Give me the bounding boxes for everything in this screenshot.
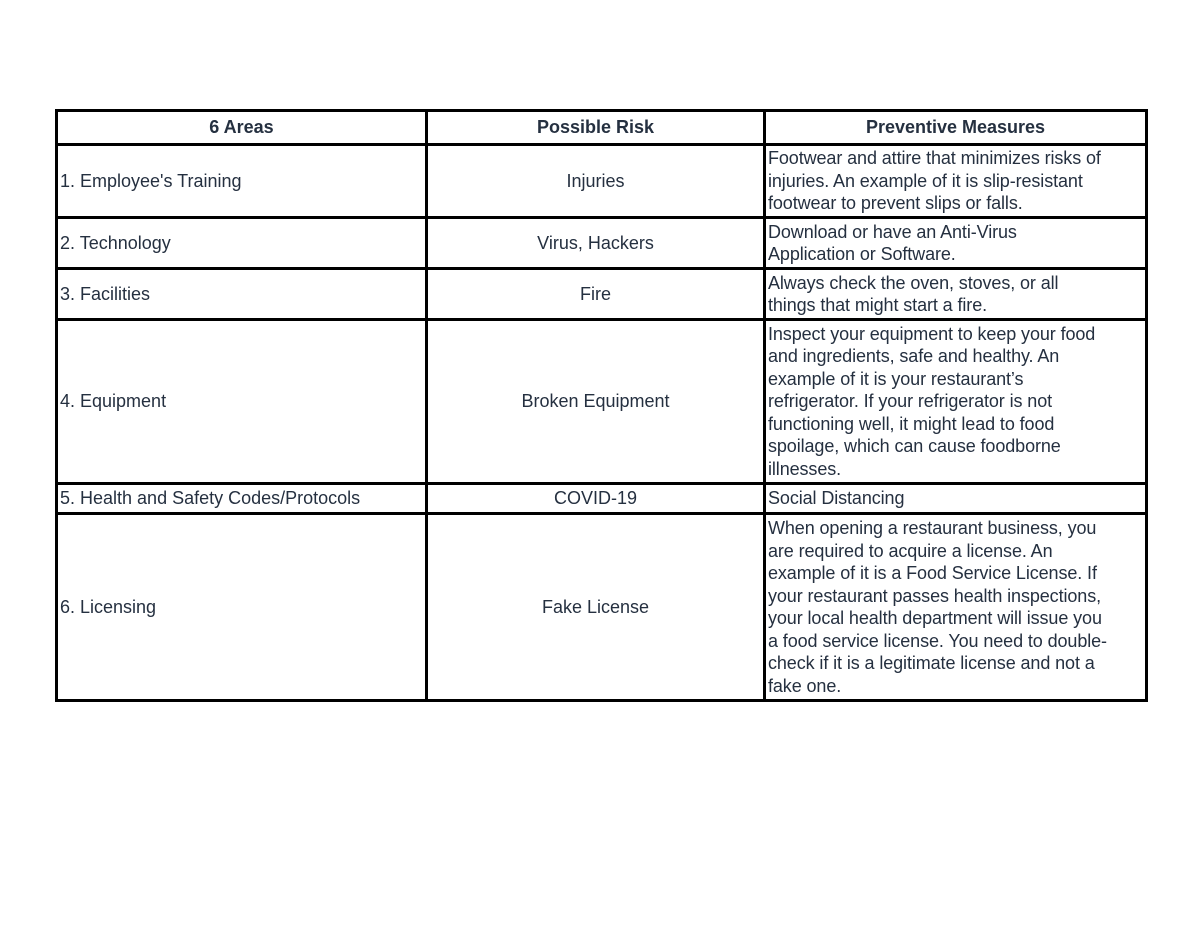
measure-cell: When opening a restaurant business, you are required to acquire a license. An example of it is a Food Service License. If your restaurant passes health inspections, your local health department will issue you a food service license. You need to double- check if it is a legitimate license and not a fake one. [765, 514, 1147, 701]
area-cell: 6. Licensing [57, 514, 427, 701]
measure-cell: Always check the oven, stoves, or all things that might start a fire. [765, 269, 1147, 320]
table-row [57, 320, 1147, 484]
measure-cell: Social Distancing [765, 484, 1147, 514]
area-cell: 4. Equipment [57, 320, 427, 484]
risk-cell: COVID-19 [427, 484, 765, 514]
area-cell: 2. Technology [57, 218, 427, 269]
table-row [57, 484, 1147, 514]
header-possible-risk: Possible Risk [427, 111, 765, 145]
risk-cell: Fire [427, 269, 765, 320]
risk-assessment-table [55, 109, 1148, 702]
risk-cell: Broken Equipment [427, 320, 765, 484]
table-row [57, 145, 1147, 218]
measure-cell: Download or have an Anti-Virus Application or Software. [765, 218, 1147, 269]
risk-cell: Injuries [427, 145, 765, 218]
table-row [57, 218, 1147, 269]
table-header-row [57, 111, 1147, 145]
risk-cell: Fake License [427, 514, 765, 701]
area-cell: 1. Employee's Training [57, 145, 427, 218]
area-cell: 5. Health and Safety Codes/Protocols [57, 484, 427, 514]
table-row [57, 269, 1147, 320]
measure-cell: Footwear and attire that minimizes risks of injuries. An example of it is slip-resistant footwear to prevent slips or falls. [765, 145, 1147, 218]
table-row [57, 514, 1147, 701]
header-areas: 6 Areas [57, 111, 427, 145]
header-preventive-measures: Preventive Measures [765, 111, 1147, 145]
measure-cell: Inspect your equipment to keep your food and ingredients, safe and healthy. An example of it is your restaurant’s refrigerator. If your refrigerator is not functioning well, it might lead to food spoilage, which can cause foodborne illnesses. [765, 320, 1147, 484]
area-cell: 3. Facilities [57, 269, 427, 320]
risk-cell: Virus, Hackers [427, 218, 765, 269]
